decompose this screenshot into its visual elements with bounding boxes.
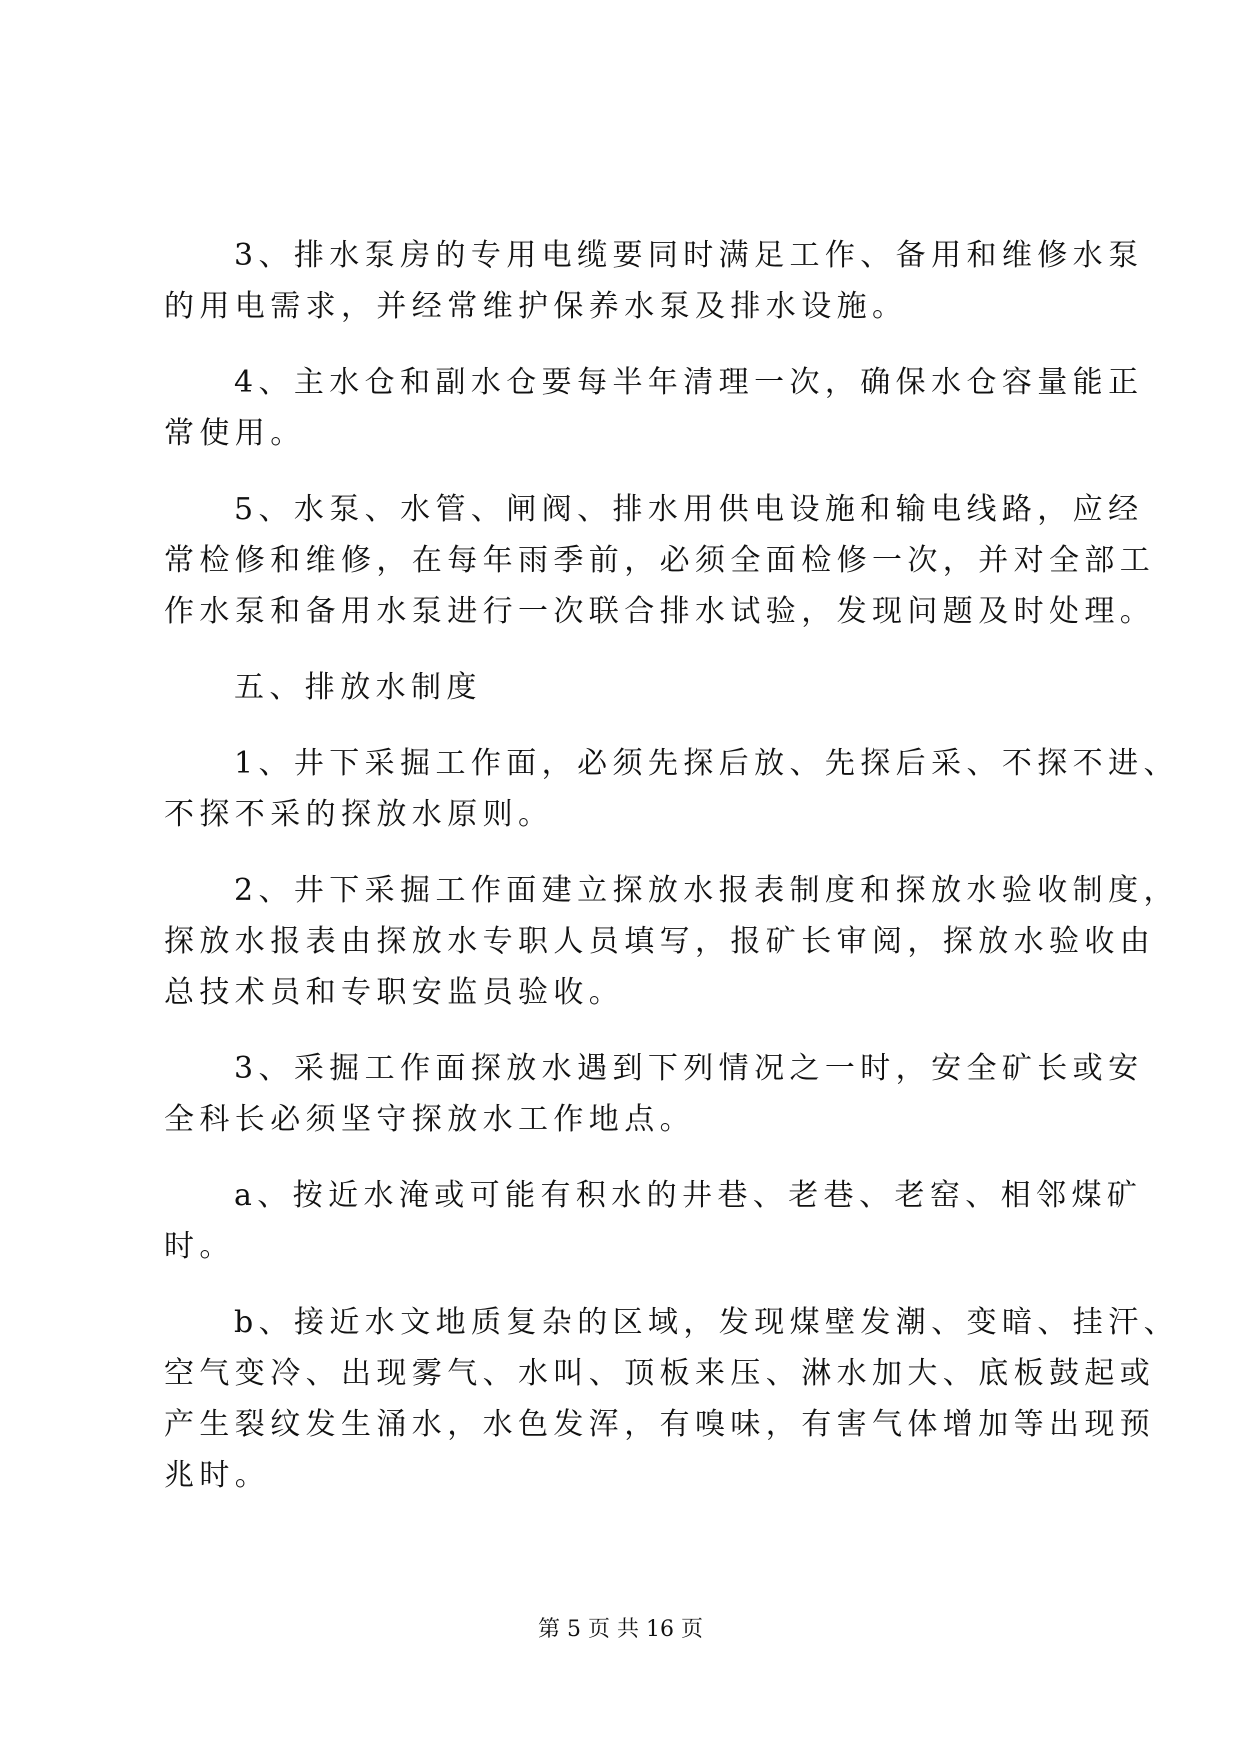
paragraph-probe-before-drain [164,738,1179,840]
text-line: 的用电需求，并经常维护保养水泵及排水设施。 [164,289,908,324]
text-line: 全科长必须坚守探放水工作地点。 [164,1102,695,1137]
text-line: a、按近水淹或可能有积水的井巷、老巷、老窑、相邻煤矿 [234,1178,1143,1213]
text-line: b、接近水文地质复杂的区域，发现煤壁发潮、变暗、挂汗、 [234,1305,1180,1340]
text-line: 不探不采的探放水原则。 [164,797,554,832]
text-line: 3、采掘工作面探放水遇到下列情况之一时，安全矿长或安 [234,1051,1144,1086]
paragraph-condition-b [164,1297,1180,1501]
text-line: 3、排水泵房的专用电缆要同时满足工作、备用和维修水泵 [234,238,1144,273]
paragraph-water-sump-cleaning [164,357,1144,459]
section-heading-drainage-system [164,662,1094,713]
text-line: 作水泵和备用水泵进行一次联合排水试验，发现问题及时处理。 [164,594,1156,629]
text-line: 总技术员和专职安监员验收。 [164,975,625,1010]
text-line: 常检修和维修，在每年雨季前，必须全面检修一次，并对全部工 [164,543,1156,578]
text-line: 5、水泵、水管、闸阀、排水用供电设施和输电线路，应经 [234,492,1144,527]
paragraph-pump-room-cable [164,230,1144,332]
text-line: 常使用。 [164,416,306,451]
text-line: 2、井下采掘工作面建立探放水报表制度和探放水验收制度， [234,873,1179,908]
text-line: 产生裂纹发生涌水，水色发浑，有嗅味，有害气体增加等出现预 [164,1407,1156,1442]
paragraph-supervision-conditions [164,1043,1144,1145]
text-line: 探放水报表由探放水专职人员填写，报矿长审阅，探放水验收由 [164,924,1156,959]
paragraph-condition-a [164,1170,1143,1272]
paragraph-report-system [164,865,1179,1018]
text-line: 1、井下采掘工作面，必须先探后放、先探后采、不探不进、 [234,746,1179,781]
document-body [164,230,1180,1501]
text-line: 空气变冷、出现雾气、水叫、顶板来压、淋水加大、底板鼓起或 [164,1356,1156,1391]
text-line: 兆时。 [164,1458,271,1493]
paragraph-pump-maintenance [164,484,1156,637]
text-line: 时。 [164,1229,235,1264]
text-line: 五、排放水制度 [234,670,482,705]
page-number-footer: 第 5 页 共 16 页 [538,1617,703,1642]
text-line: 4、主水仓和副水仓要每半年清理一次，确保水仓容量能正 [234,365,1144,400]
